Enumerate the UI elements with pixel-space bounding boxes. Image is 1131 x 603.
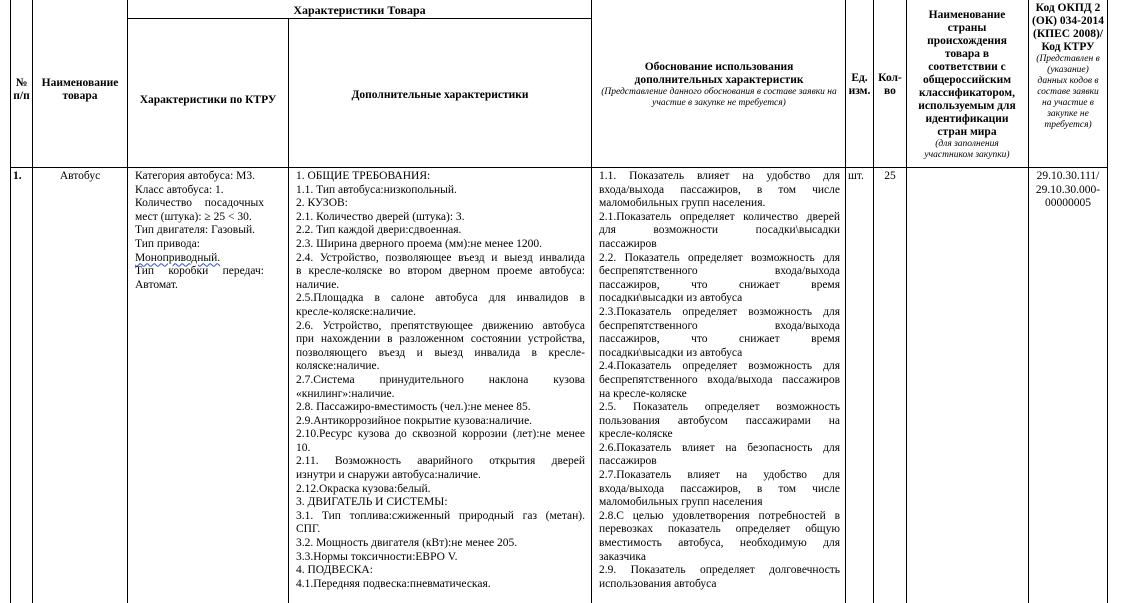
extra-line: 2.5.Площадка в салоне автобуса для инвалидов в xyxy=(296,292,585,305)
extra-line: 1. ОБЩИЕ ТРЕБОВАНИЯ: xyxy=(296,170,431,182)
header-country-note: (для заполнения участником закупки) xyxy=(924,139,1010,160)
ktru-line: Автомат. xyxy=(135,278,178,291)
extra-line: СПГ. xyxy=(296,523,321,536)
justification-line: входа/выхода пассажиров, в том числе xyxy=(599,482,840,495)
header-okpd-note: (Представлен в (указание) данных кодов в составе заявки на участие в закупке не требуется) xyxy=(1036,54,1100,130)
justification-line: 2.5. Показатель определяет возможность xyxy=(599,401,840,414)
header-bottom-rule xyxy=(10,167,1108,168)
row-unit-text: шт. xyxy=(848,170,864,182)
header-okpd xyxy=(1032,2,1104,166)
justification-line: на кресле-коляске xyxy=(599,387,687,400)
header-unit xyxy=(846,60,873,110)
row-qty-text: 25 xyxy=(884,170,896,182)
extra-line: при нахождении в разложенном состоянии устройства, xyxy=(296,333,585,346)
extra-line: 2.9.Антикоррозийное покрытие кузова:наличие. xyxy=(296,414,533,427)
extra-line: 10. xyxy=(296,441,311,454)
header-justification-note: (Представление данного обоснования в составе заявки на участие в закупке не требуется) xyxy=(601,87,837,108)
header-justification-text: Обоснование использования дополнительных характеристик xyxy=(634,61,804,86)
justification-line: 2.4.Показатель определяет возможность для xyxy=(599,360,840,373)
extra-line: 3.1. Тип топлива:сжиженный природный газ (метан). xyxy=(296,509,585,522)
extra-line: 2.6. Устройство, препятствующее движению автобуса xyxy=(296,319,585,332)
header-qty-text: Кол-во xyxy=(878,72,902,97)
header-num xyxy=(11,60,32,120)
header-group-text: Характеристики Товара xyxy=(293,3,426,17)
extra-line: наличие. xyxy=(296,278,340,291)
row-name-text: Автобус xyxy=(59,170,101,182)
col-divider xyxy=(906,0,907,603)
header-name-text: Наименование товара xyxy=(41,77,119,102)
col-divider xyxy=(591,0,592,603)
extra-line: 2.4. Устройство, позволяющее въезд и выезд инвалида xyxy=(296,251,585,264)
justification-line: пассажиров xyxy=(599,237,657,250)
col-divider xyxy=(127,0,128,603)
justification-line: 2.6.Показатель влияет на безопасность для xyxy=(599,441,840,454)
header-name xyxy=(33,60,127,120)
extra-line: позволяющего въезд и выезд инвалида в кресле- xyxy=(296,346,585,359)
ktru-line: Тип коробки передач: xyxy=(135,265,264,278)
justification-line: 2.9. Показатель определяет долговечность xyxy=(599,564,840,577)
extra-line: 2.7.Система принудительного наклона кузова xyxy=(296,373,585,386)
extra-line: 3.2. Мощность двигателя (кВт):не менее 205. xyxy=(296,537,518,550)
justification-line: вместимость автобуса, необходимую для xyxy=(599,537,840,550)
header-qty xyxy=(874,60,906,110)
header-unit-text: Ед. изм. xyxy=(848,72,871,97)
justification-line: беспрепятственного входа/выхода xyxy=(599,265,840,278)
group-divider xyxy=(127,18,591,19)
justification-line: беспрепятственного входа/выхода xyxy=(599,319,840,332)
extra-line: «книлинг»:наличие. xyxy=(296,387,395,400)
header-ktru xyxy=(138,70,278,130)
justification-line: для возможности посадки\высадки xyxy=(599,224,840,237)
header-group xyxy=(128,3,591,18)
justification-line: пользования автобусом пассажирами на xyxy=(599,414,840,427)
extra-line: 4. ПОДВЕСКА: xyxy=(296,564,373,577)
header-country xyxy=(910,4,1024,166)
table-border-right xyxy=(1107,0,1108,603)
ktru-line: Количество посадочных xyxy=(135,197,264,210)
ktru-line: Тип двигателя: Газовый. xyxy=(135,224,255,237)
justification-line: маломобильных групп населения xyxy=(599,496,763,509)
extra-line: 4.1.Передняя подвеска:пневматическая. xyxy=(296,577,491,590)
okpd-line: 29.10.30.000- xyxy=(1035,183,1101,196)
extra-line: 3. ДВИГАТЕЛЬ И СИСТЕМЫ: xyxy=(296,496,448,509)
row-num-text: 1. xyxy=(13,170,22,182)
row-num xyxy=(13,170,31,184)
row-okpd xyxy=(1030,170,1106,211)
extra-line: в кресле-коляске во втором дверном проеме автобуса: xyxy=(296,265,585,278)
justification-line: 2.1.Показатель определяет количество дверей xyxy=(599,210,840,223)
justification-line: пассажиров xyxy=(599,455,657,468)
header-extra-text: Дополнительные характеристики xyxy=(351,88,529,101)
ktru-line: Тип привода: xyxy=(135,237,200,250)
justification-line: кресле-коляске xyxy=(599,428,673,441)
justification-line: перевозках показатель определяет общую xyxy=(599,523,840,536)
extra-line: 2.3. Ширина дверного проема (мм):не менее 1200. xyxy=(296,237,543,250)
justification-line: 2.3.Показатель определяет возможность для xyxy=(599,305,840,318)
justification-line: 1.1. Показатель влияет на удобство для xyxy=(599,170,840,182)
justification-line: посадки\высадки из автобуса xyxy=(599,346,743,359)
extra-line: изнутри и снаружи автобуса:наличие. xyxy=(296,469,481,482)
row-unit xyxy=(848,170,872,184)
header-num-text: № п/п xyxy=(13,77,30,102)
justification-line: 2.8.С целью удовлетворения потребностей в xyxy=(599,509,840,522)
extra-line: 3.3.Нормы токсичности:ЕВРО V. xyxy=(296,550,458,563)
okpd-line: 00000005 xyxy=(1045,197,1091,210)
justification-line: посадки\высадки из автобуса xyxy=(599,292,743,305)
header-country-text: Наименование страны происхождения товара в соответствии с общероссийским классификатором, используемым для идентификации стран мира xyxy=(918,9,1016,138)
extra-line: кресле-коляске:наличие. xyxy=(296,305,417,318)
ktru-cell xyxy=(135,170,264,292)
okpd-line: 29.10.30.111/ xyxy=(1036,170,1100,182)
justification-cell xyxy=(599,170,840,591)
justification-line: заказчика xyxy=(599,550,646,563)
justification-line: пассажиров, что снижает время xyxy=(599,278,840,291)
extra-line: 2.8. Пассажиро-вместимость (чел.):не менее 85. xyxy=(296,401,531,414)
row-name xyxy=(33,170,127,184)
extra-line: коляске:наличие. xyxy=(296,360,380,373)
extra-line: 2. КУЗОВ: xyxy=(296,197,348,210)
justification-line: пассажиров, что снижает время xyxy=(599,333,840,346)
extra-line: 2.2. Тип каждой двери:сдвоенная. xyxy=(296,224,462,237)
justification-line: входа/выхода пассажиров, в том числе xyxy=(599,183,840,196)
extra-line: 2.11. Возможность аварийного открытия дверей xyxy=(296,455,585,468)
ktru-line: Класс автобуса: 1. xyxy=(135,183,224,196)
extra-line: 2.12.Окраска кузова:белый. xyxy=(296,482,431,495)
justification-line: использования автобуса xyxy=(599,577,717,590)
extra-line: 1.1. Тип автобуса:низкопольный. xyxy=(296,183,457,196)
ktru-line: Моноприводный. xyxy=(135,251,221,264)
extra-line: 2.1. Количество дверей (штука): 3. xyxy=(296,210,465,223)
header-ktru-text: Характеристики по КТРУ xyxy=(139,93,277,106)
header-extra xyxy=(289,70,591,120)
justification-line: 2.7.Показатель влияет на удобство для xyxy=(599,469,840,482)
extra-cell xyxy=(296,170,585,591)
justification-line: беспрепятственного входа/выхода пассажиров xyxy=(599,373,840,386)
extra-line: 2.10.Ресурс кузова до сквозной коррозии (лет):не менее xyxy=(296,428,585,441)
header-okpd-text: Код ОКПД 2 (ОК) 034-2014 (КПЕС 2008)/Код КТРУ xyxy=(1032,2,1104,53)
justification-line: маломобильных групп населения. xyxy=(599,197,766,210)
ktru-line: мест (штука): ≥ 25 < 30. xyxy=(135,210,252,223)
row-qty xyxy=(874,170,906,184)
header-justification xyxy=(600,50,838,120)
justification-line: 2.2. Показатель определяет возможность для xyxy=(599,251,840,264)
col-divider xyxy=(1028,0,1029,603)
ktru-line: Категория автобуса: М3. xyxy=(135,170,256,182)
